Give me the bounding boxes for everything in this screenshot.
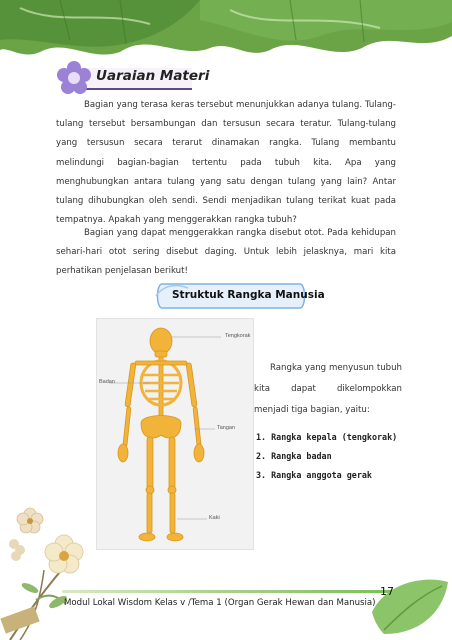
paragraph-2: Bagian yang dapat menggerakkan rangka disebut otot. Pada kehidupan sehari-hari otot sering disebut daging. Untuk lebih jelasknya, mari kita perhatikan penjelasan berikut! [56,228,396,277]
label-hand: Tangan [217,425,236,431]
leaf-banner-decoration [0,0,452,62]
section-title: Uaraian Materi [96,68,210,84]
subheading-text: Struktuk Rangka Manusia [172,289,325,301]
skeleton-intro: Rangka yang menyusun tubuh kita dapat dikelompokkan menjadi tiga bagian, yaitu: [254,363,402,415]
section-heading [56,60,210,94]
page-number: 17 [380,585,394,598]
list-item: 1. Rangka kepala (tengkorak) [256,432,398,442]
skeleton-parts-list [256,428,397,485]
paragraph-1: Bagian yang terasa keras tersebut menunjukkan adanya tulang. Tulang-tulang tersebut bersambungan dan tersusun secara teratur. Tulang-tulang yang tersusun secara terarut dinamakan rangka. Tulang membantu melindungi bagian-bagian tertentu pada tubuh kita. Apa yang menghubungkan antara tulang yang satu dengan tulang yang lain? Antar tulang dihubungkan oleh sendi. Sendi menjadikan tulang terikat kuat pada tempatnya. Apakah yang menggerakkan rangka tubuh? [56,100,396,226]
label-skull: Tengkorak [225,333,251,339]
skeleton-figure [96,318,254,550]
flower-icon [56,60,92,96]
subheading [154,282,325,310]
skeleton-icon [97,319,253,549]
label-body: Badan [99,379,115,385]
footer-line [62,590,392,593]
list-item: 3. Rangka anggota gerak [256,470,372,480]
label-foot: Kaki [209,515,220,521]
list-item: 2. Rangka badan [256,451,332,461]
footer-text: Modul Lokal Wisdom Kelas v /Tema 1 (Organ Gerak Hewan dan Manusia) [64,598,376,608]
page-leaf-decoration [368,572,452,640]
flowers-decoration [0,500,96,640]
